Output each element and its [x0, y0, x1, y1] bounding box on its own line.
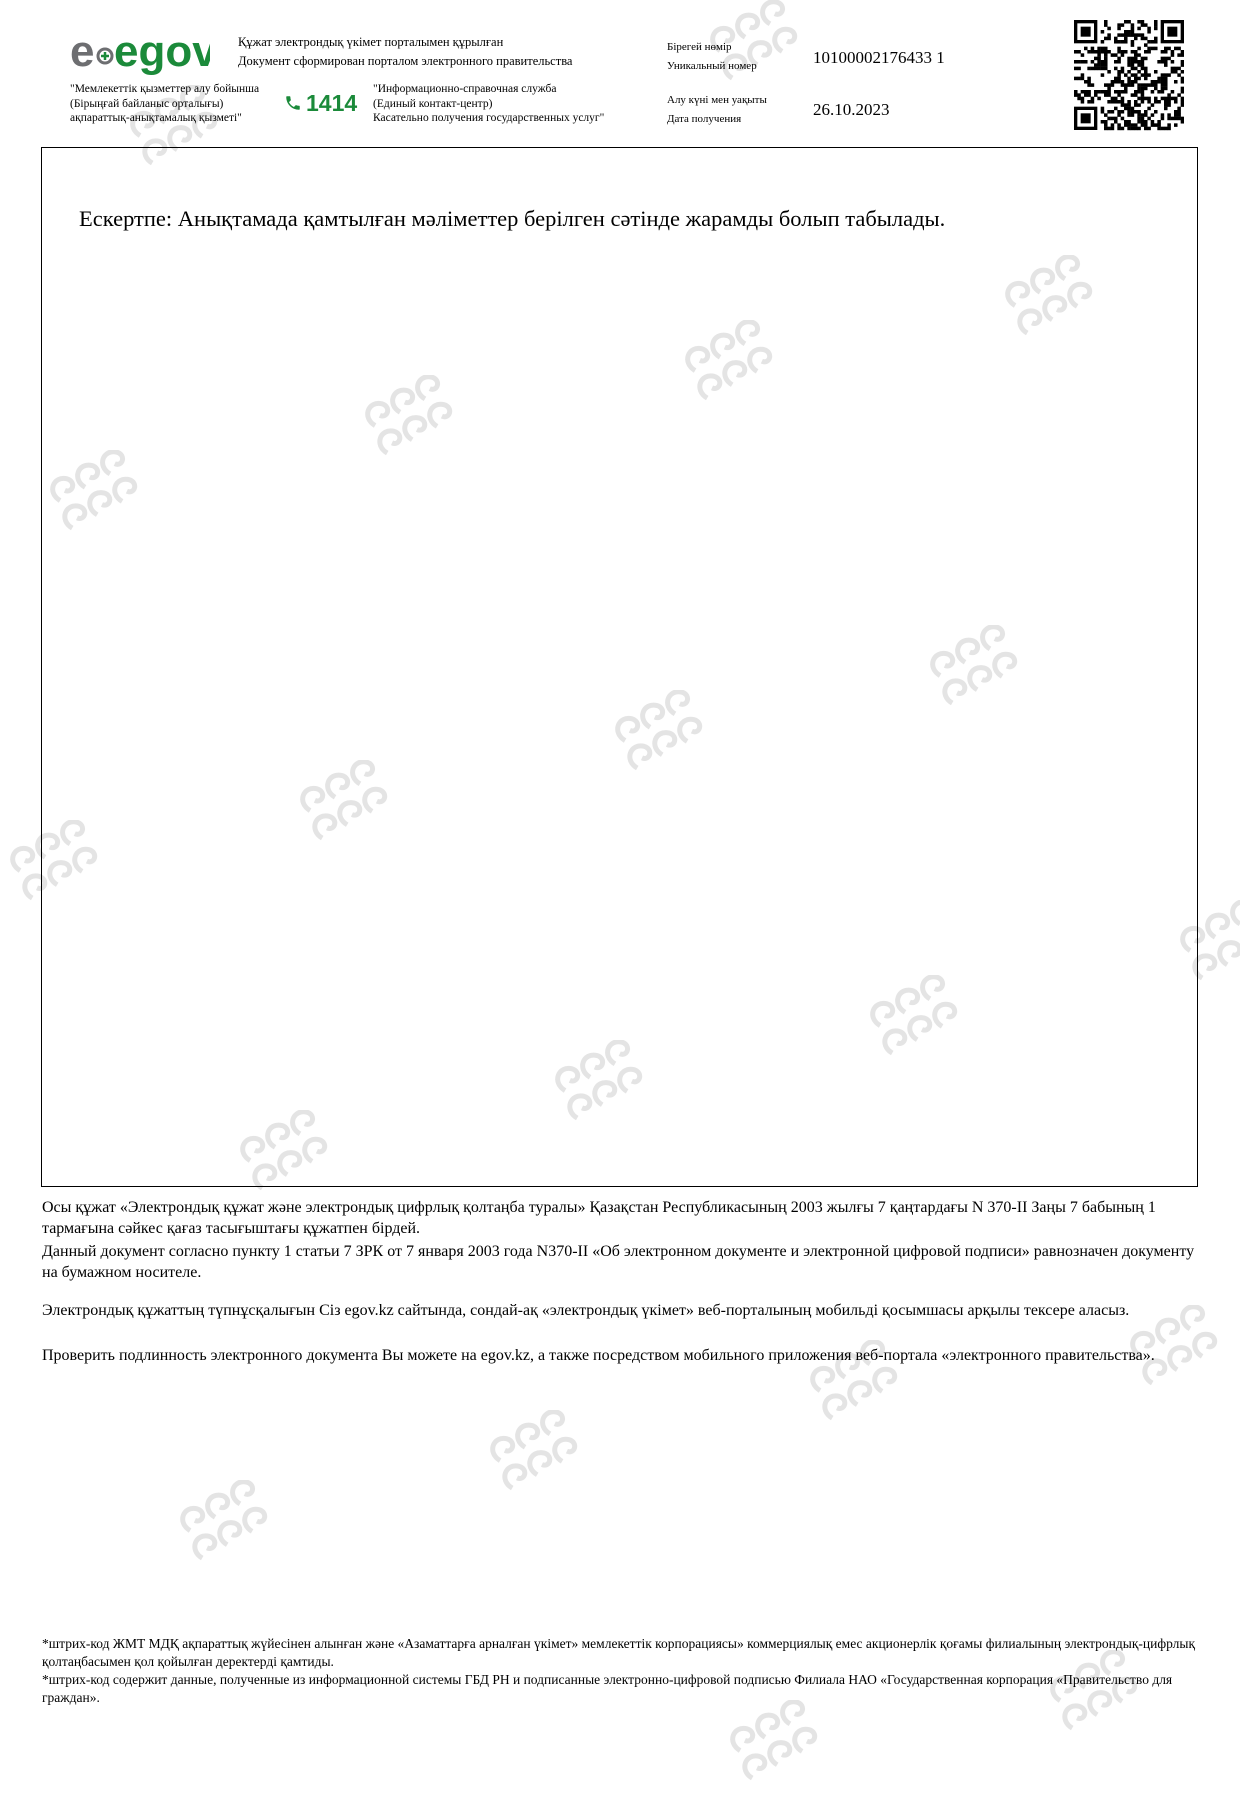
service-ru: [373, 82, 604, 126]
verify-note-kz: Электрондық құжаттың түпнұсқалығын Сіз egov.kz сайтында, сондай-ақ «электрондық үкімет» веб-порталының мобильді қосымшасы арқылы тексере аласыз.: [42, 1302, 1130, 1319]
portal-line-kz: Құжат электрондық үкімет порталымен құрылған: [238, 35, 504, 49]
egov-logo: [70, 26, 210, 78]
phone-number: 1414: [306, 89, 358, 116]
ornament-watermark-icon: [720, 1700, 820, 1790]
service-ru-line1: "Информационно-справочная служба: [373, 83, 557, 95]
ornament-watermark-icon: [480, 1410, 580, 1500]
service-ru-line2: (Единый контакт-центр): [373, 97, 493, 110]
qr-code: [1074, 20, 1184, 132]
service-kz: [70, 82, 259, 126]
law-statement-ru: Данный документ согласно пункту 1 статьи 7 ЗРК от 7 января 2003 года N370-II «Об электронном документе и электронной цифровой подписи» равнозначен документу на бумажном носителе.: [42, 1243, 1195, 1281]
qr-code-image: [1074, 20, 1184, 132]
service-kz-line2: (Бірыңғай байланыс орталығы): [70, 97, 224, 110]
service-ru-line3: Касательно получения государственных услуг": [373, 112, 605, 124]
service-kz-line3: ақпараттық-анықтамалық қызметі": [70, 112, 242, 124]
svg-text:e: e: [70, 27, 95, 76]
date-value: 26.10.2023: [813, 100, 890, 119]
egov-logo-mark: [70, 26, 210, 78]
unique-number-value: 10100002176433 1: [813, 48, 945, 67]
ornament-watermark-icon: [170, 1480, 270, 1570]
barcode-note-ru: *штрих-код содержит данные, полученные из информационной системы ГБД РН и подписанные электронно-цифровой подписью Филиала НАО «Государственная корпорация «Правительство для граждан».: [42, 1672, 1173, 1705]
verify-note-ru: Проверить подлинность электронного документа Вы можете на egov.kz, а также посредством мобильного приложения веб-портала «электронного правительства».: [42, 1347, 1155, 1364]
contact-phone: [284, 88, 357, 118]
phone-icon: [284, 94, 302, 112]
portal-line-ru: Документ сформирован порталом электронного правительства: [238, 54, 573, 68]
date-label-kz: Алу күні мен уақыты: [667, 94, 767, 106]
barcode-note-kz: *штрих-код ЖМТ МДҚ ақпараттық жүйесінен алынған және «Азаматтарға арналған үкімет» мемлекеттік корпорациясы» коммерциялық емес акционерлік қоғамы филиалының электрондық-цифрлық қолтаңбасымен қол қойылған деректерді қамтиды.: [42, 1636, 1196, 1669]
unique-number-label-kz: Бірегей нөмір: [667, 41, 732, 53]
content-frame: [41, 147, 1198, 1187]
validity-note: Ескертпе: Анықтамада қамтылған мәліметтер берілген сәтінде жарамды болып табылады.: [79, 206, 946, 231]
logo-text: egov: [114, 27, 210, 76]
law-statement-kz: Осы құжат «Электрондық құжат және электрондық цифрлық қолтаңба туралы» Қазақстан Республикасының 2003 жылғы 7 қаңтардағы N 370-II Заңы 7 бабының 1 тармағына сәйкес қағаз тасығыштағы құжатпен бірдей.: [42, 1199, 1156, 1237]
unique-number-label-ru: Уникальный номер: [667, 60, 757, 72]
date-label-ru: Дата получения: [667, 113, 742, 125]
service-kz-line1: "Мемлекеттік қызметтер алу бойынша: [70, 83, 260, 95]
